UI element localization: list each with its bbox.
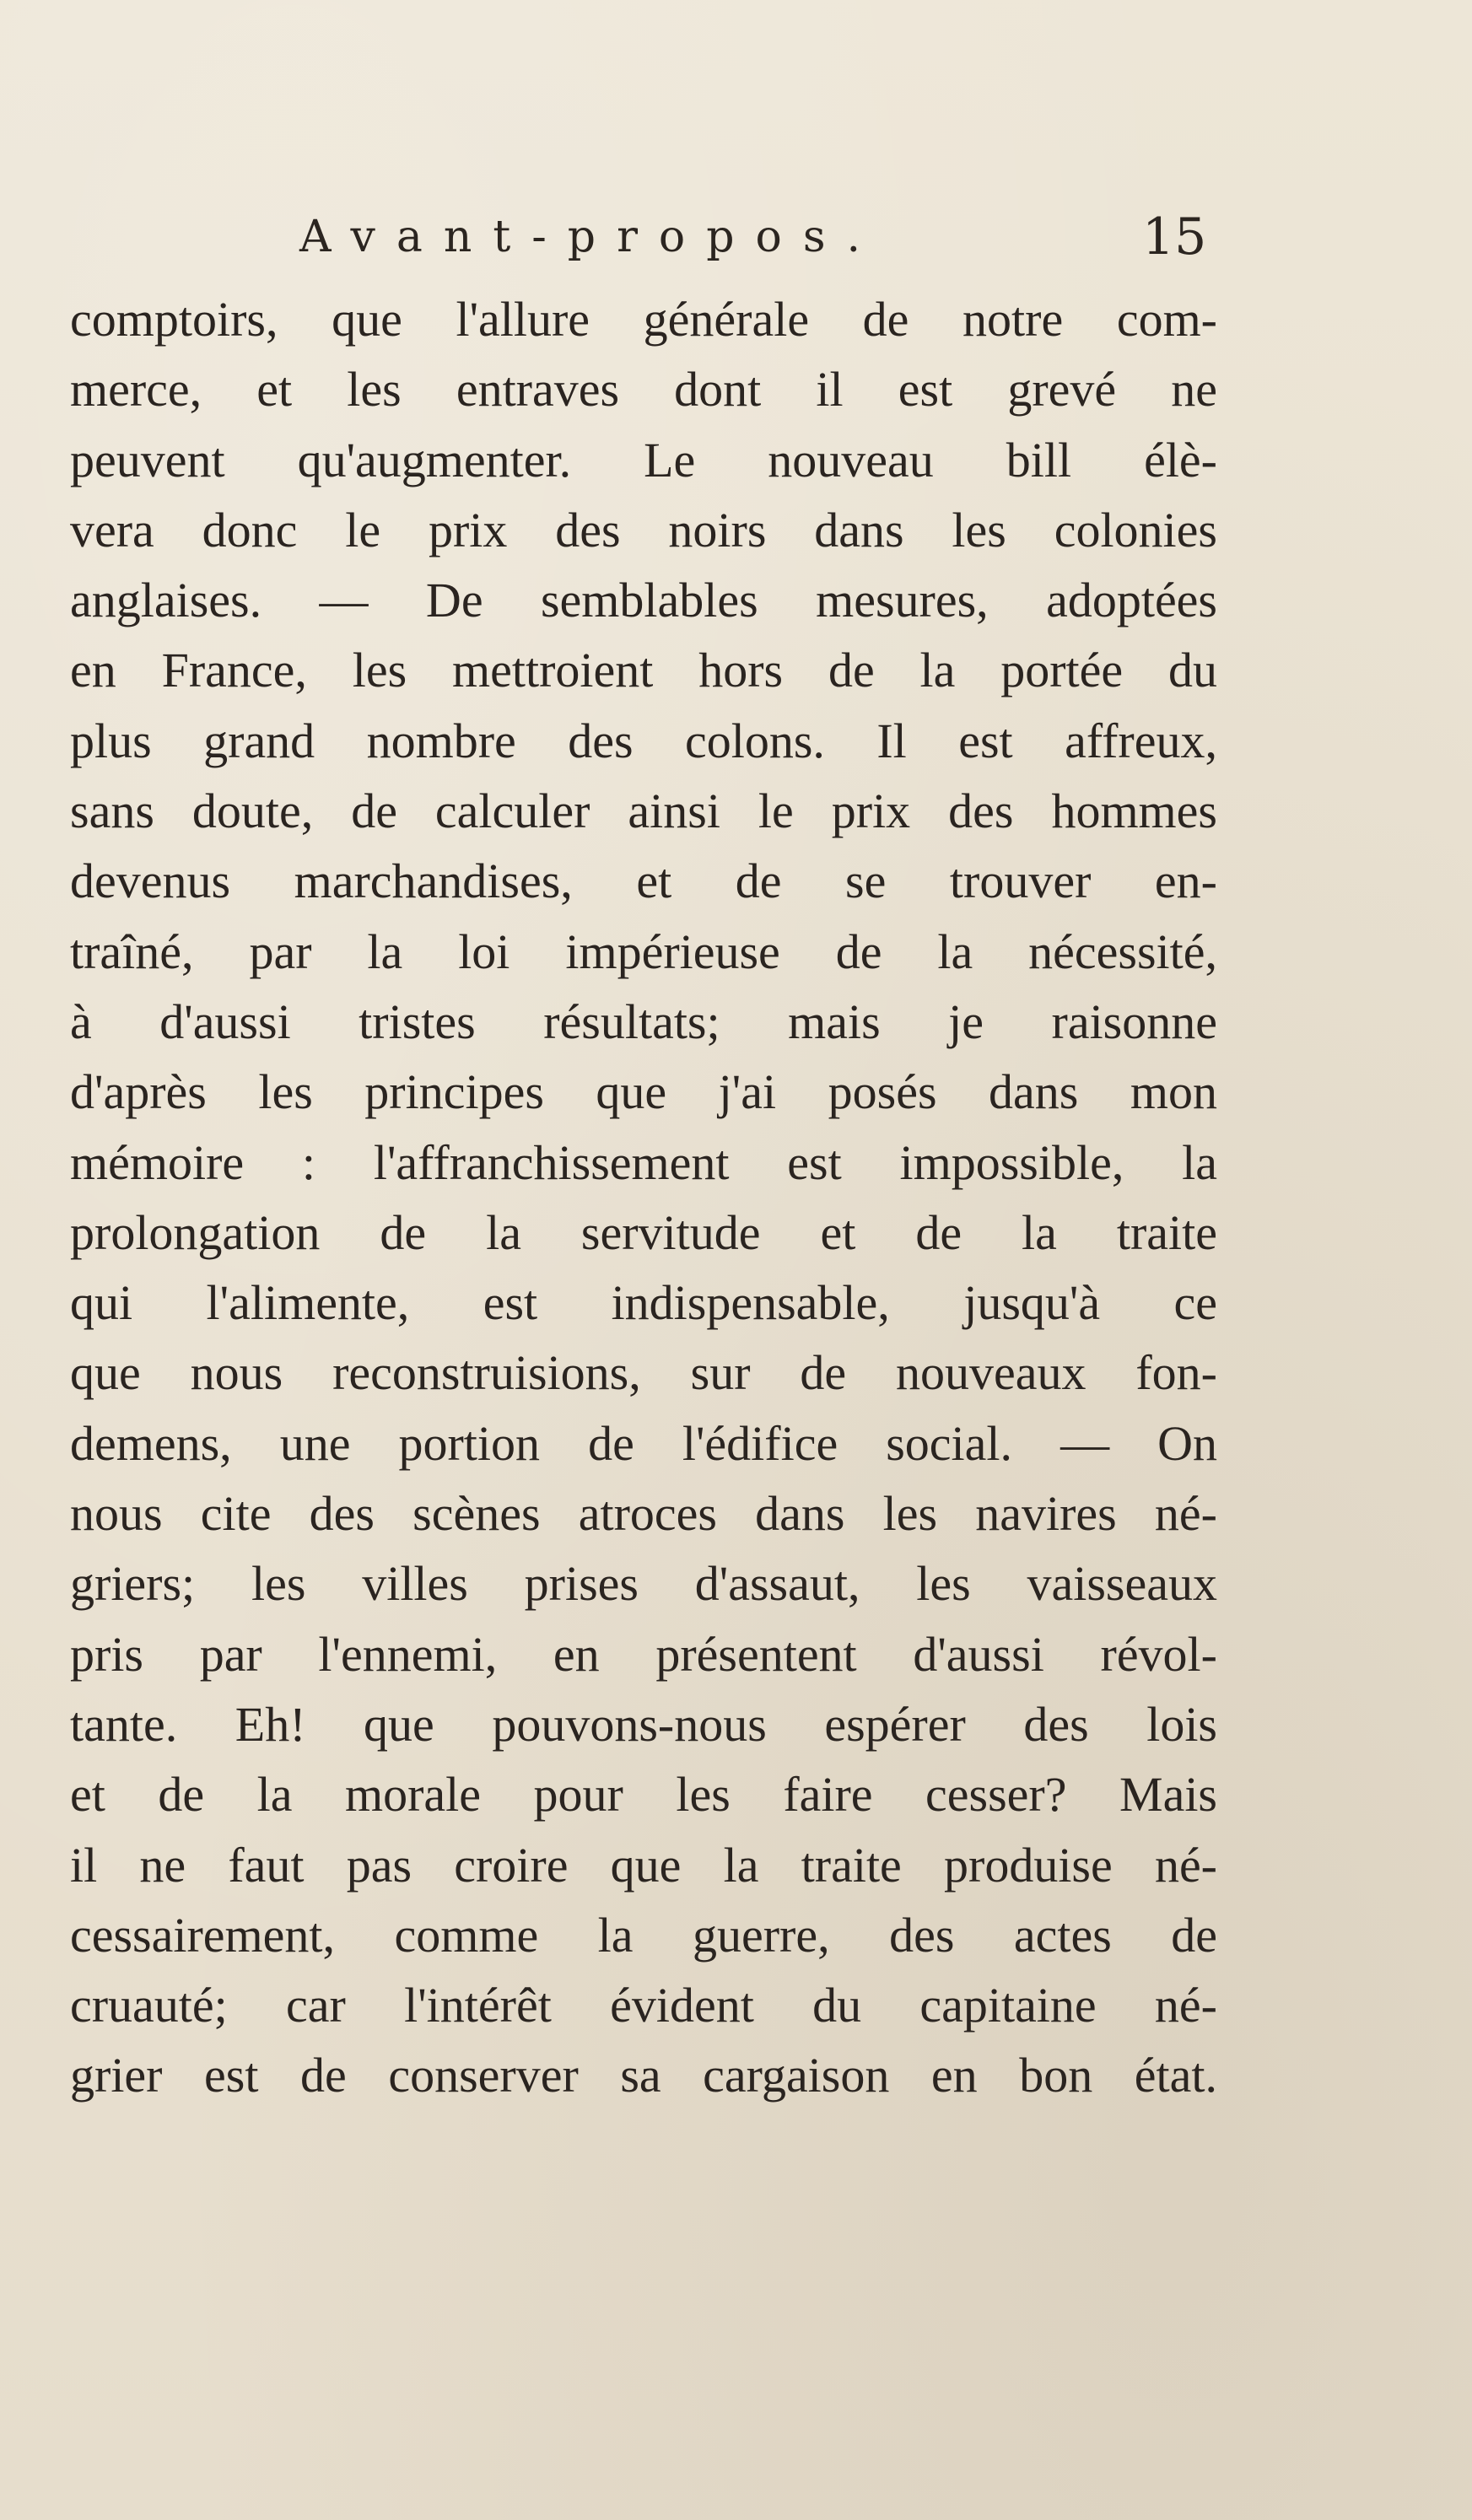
text-line: à d'aussi tristes résultats; mais je raisonne bbox=[70, 993, 1217, 1049]
text-line: cessairement, comme la guerre, des actes de bbox=[70, 1907, 1217, 1963]
text-line: traîné, par la loi impérieuse de la nécessité, bbox=[70, 923, 1217, 979]
text-line: plus grand nombre des colons. Il est affreux, bbox=[70, 713, 1217, 768]
text-line: devenus marchandises, et de se trouver en- bbox=[70, 853, 1217, 909]
text-line: prolongation de la servitude et de la traite bbox=[70, 1204, 1217, 1260]
text-line: anglaises. — De semblables mesures, adoptées bbox=[70, 573, 1217, 628]
text-line: mémoire : l'affranchissement est impossible, la bbox=[70, 1134, 1217, 1190]
text-line: comptoirs, que l'allure générale de notre com- bbox=[70, 292, 1217, 347]
page-header bbox=[0, 199, 1472, 275]
page-number: 15 bbox=[1142, 207, 1207, 267]
text-line: que nous reconstruisions, sur de nouveaux fon- bbox=[70, 1345, 1217, 1401]
text-line: grier est de conserver sa cargaison en bon état. bbox=[70, 2048, 1217, 2103]
text-line: pris par l'ennemi, en présentent d'aussi révol- bbox=[70, 1626, 1217, 1682]
text-line: griers; les villes prises d'assaut, les vaisseaux bbox=[70, 1556, 1217, 1612]
body-text bbox=[70, 284, 1217, 2111]
text-line: nous cite des scènes atroces dans les navires né- bbox=[70, 1486, 1217, 1542]
text-line: d'après les principes que j'ai posés dans mon bbox=[70, 1064, 1217, 1120]
text-line: vera donc le prix des noirs dans les colonies bbox=[70, 502, 1217, 557]
running-title: Avant-propos. bbox=[299, 212, 882, 262]
text-line: il ne faut pas croire que la traite produise né- bbox=[70, 1837, 1217, 1893]
text-line: tante. Eh! que pouvons-nous espérer des lois bbox=[70, 1696, 1217, 1752]
text-line: merce, et les entraves dont il est grevé ne bbox=[70, 362, 1217, 417]
text-line: cruauté; car l'intérêt évident du capitaine né- bbox=[70, 1978, 1217, 2033]
text-line: demens, une portion de l'édifice social. — On bbox=[70, 1415, 1217, 1471]
text-line: sans doute, de calculer ainsi le prix des hommes bbox=[70, 783, 1217, 839]
text-line: qui l'alimente, est indispensable, jusqu'à ce bbox=[70, 1275, 1217, 1331]
text-line: et de la morale pour les faire cesser? Mais bbox=[70, 1767, 1217, 1823]
text-line: en France, les mettroient hors de la portée du bbox=[70, 643, 1217, 698]
text-line: peuvent qu'augmenter. Le nouveau bill élè- bbox=[70, 432, 1217, 487]
